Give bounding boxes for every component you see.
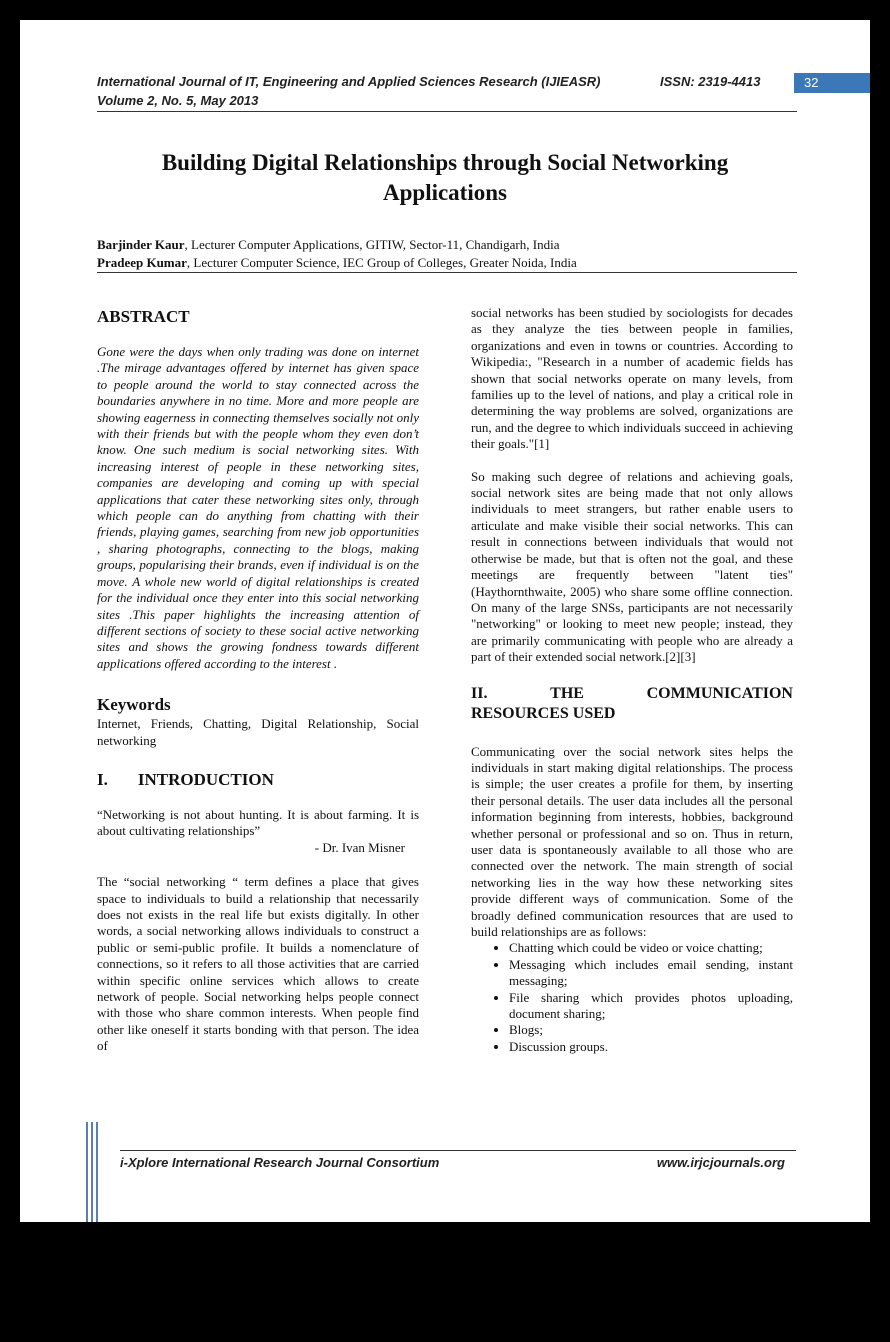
title-line-2: Applications bbox=[383, 180, 507, 205]
section-2-number: II. bbox=[471, 684, 488, 702]
author-1-name: Barjinder Kaur bbox=[97, 237, 185, 252]
author-2 bbox=[97, 254, 797, 272]
list-item: • Messaging which includes email sending, instant messaging; bbox=[509, 957, 793, 990]
list-item: • Chatting which could be video or voice chatting; bbox=[509, 940, 793, 956]
paper-title bbox=[97, 148, 793, 208]
list-item: • File sharing which provides photos uploading, document sharing; bbox=[509, 990, 793, 1023]
list-item: • Discussion groups. bbox=[509, 1039, 793, 1055]
footer-side-bars bbox=[86, 1122, 98, 1222]
footer-rule bbox=[120, 1150, 796, 1151]
author-1-affiliation: , Lecturer Computer Applications, GITIW, Sector-11, Chandigarh, India bbox=[184, 237, 560, 252]
keywords-heading: Keywords bbox=[97, 695, 171, 715]
author-2-affiliation: , Lecturer Computer Science, IEC Group of Colleges, Greater Noida, India bbox=[186, 255, 577, 270]
journal-name: International Journal of IT, Engineering and Applied Sciences Research (IJIEASR) bbox=[97, 74, 601, 89]
section-2-word-the: THE bbox=[550, 684, 584, 702]
author-1 bbox=[97, 236, 797, 254]
page-number-badge: 32 bbox=[794, 73, 870, 93]
right-column bbox=[471, 305, 793, 1055]
paper-page bbox=[20, 20, 870, 1222]
journal-volume: Volume 2, No. 5, May 2013 bbox=[97, 93, 259, 108]
section-2-heading bbox=[471, 684, 793, 724]
list-item: • Blogs; bbox=[509, 1022, 793, 1038]
title-line-1: Building Digital Relationships through Social Networking bbox=[161, 150, 729, 175]
right-paragraph-1: social networks has been studied by sociologists for decades as they analyze the ties between people in families, organizations and even in towns or countries. According to Wikipedia:, "Research in a number of academic fields has shown that social networks operate on many levels, from families up to the level of nations, and play a critical role in determining the way problems are solved, organizations are run, and the degree to which individuals succeed in achieving their goals."[1] bbox=[471, 305, 793, 452]
quote-author: - Dr. Ivan Misner bbox=[314, 839, 405, 855]
abstract-heading: ABSTRACT bbox=[97, 307, 190, 326]
resource-list bbox=[471, 940, 793, 1055]
author-rule bbox=[97, 272, 797, 273]
footer-consortium: i-Xplore International Research Journal Consortium bbox=[120, 1155, 440, 1170]
section-2-paragraph: Communicating over the social network sites helps the individuals in start making digital relationships. The process is simple; the user creates a profile for them, by inserting their personal details. The user data includes all the personal information beginning from interests, hobbies, background whether personal or professional and so on. Thus in return, user data is spontaneously available to all those who are connected over the network. The main strength of social networking lies in the way how these networking sites provide different ways of communication. Some of the broadly defined communication resources that are used to build relationships are as follows: bbox=[471, 743, 793, 939]
author-2-name: Pradeep Kumar bbox=[97, 255, 187, 270]
section-2-word-communication: COMMUNICATION bbox=[646, 684, 793, 702]
intro-heading bbox=[97, 769, 419, 791]
author-list bbox=[97, 236, 797, 272]
journal-header bbox=[97, 72, 601, 110]
left-column bbox=[97, 306, 419, 1055]
intro-quote: “Networking is not about hunting. It is about farming. It is about cultivating relationships” bbox=[97, 806, 419, 839]
abstract-text: Gone were the days when only trading was done on internet .The mirage advantages offered by internet has given space to people around the world to stay connected across the boundaries anywhere in no time. More and more people are showing eagerness in connecting themselves socially not only with their friends but with the people whom they even don’t know. One such medium is social networking sites. With increasing interest of people in these networking sites, companies are developing and coming up with special applications that cater these networking sites only, through which people can do anything from chatting with their friends, playing games, searching from new job opportunities , sharing photographs, connecting to the blogs, making groups, popularising their brands, even if individual is on the move. A whole new world of digital relationships is created for the individual once they enter into this social networking sites .This paper highlights the increasing attention of different sections of society to these social active networking sites and shows the growing fondness towards different applications offered according to the interest . bbox=[97, 344, 419, 671]
right-paragraph-2: So making such degree of relations and achieving goals, social network sites are being made that not only allows individuals to meet strangers, but rather enable users to articulate and make visible their social networks. This can result in connections between individuals that would not otherwise be made, but that is often not the goal, and these meetings are frequently between "latent ties" (Haythornthwaite, 2005) who share some offline connection. On many of the large SNSs, participants are not necessarily "networking" or looking to meet new people; instead, they are primarily communicating with people who are already a part of their extended social network.[2][3] bbox=[471, 468, 793, 665]
footer-website: www.irjcjournals.org bbox=[656, 1155, 785, 1170]
intro-number: I. bbox=[97, 769, 108, 789]
keywords-text: Internet, Friends, Chatting, Digital Relationship, Social networking bbox=[97, 716, 419, 748]
intro-title: INTRODUCTION bbox=[137, 769, 274, 789]
section-2-heading-line-1 bbox=[471, 684, 793, 704]
issn: ISSN: 2319-4413 bbox=[660, 74, 761, 89]
section-2-heading-line-2: RESOURCES USED bbox=[471, 704, 616, 722]
header-rule bbox=[97, 111, 797, 112]
intro-paragraph: The “social networking “ term defines a place that gives space to individuals to build a relationship that necessarily does not exists in the real life but exists digitally. In other words, a social networking allows individuals to construct a public or semi-public profile. It builds a nomenclature of connections, so it refers to all those activities that are carried within specific online services which allows to create network of people. Social networking helps people connect with those who share common interests. When people find other like oneself it starts bonding with that person. The idea of bbox=[97, 874, 419, 1054]
